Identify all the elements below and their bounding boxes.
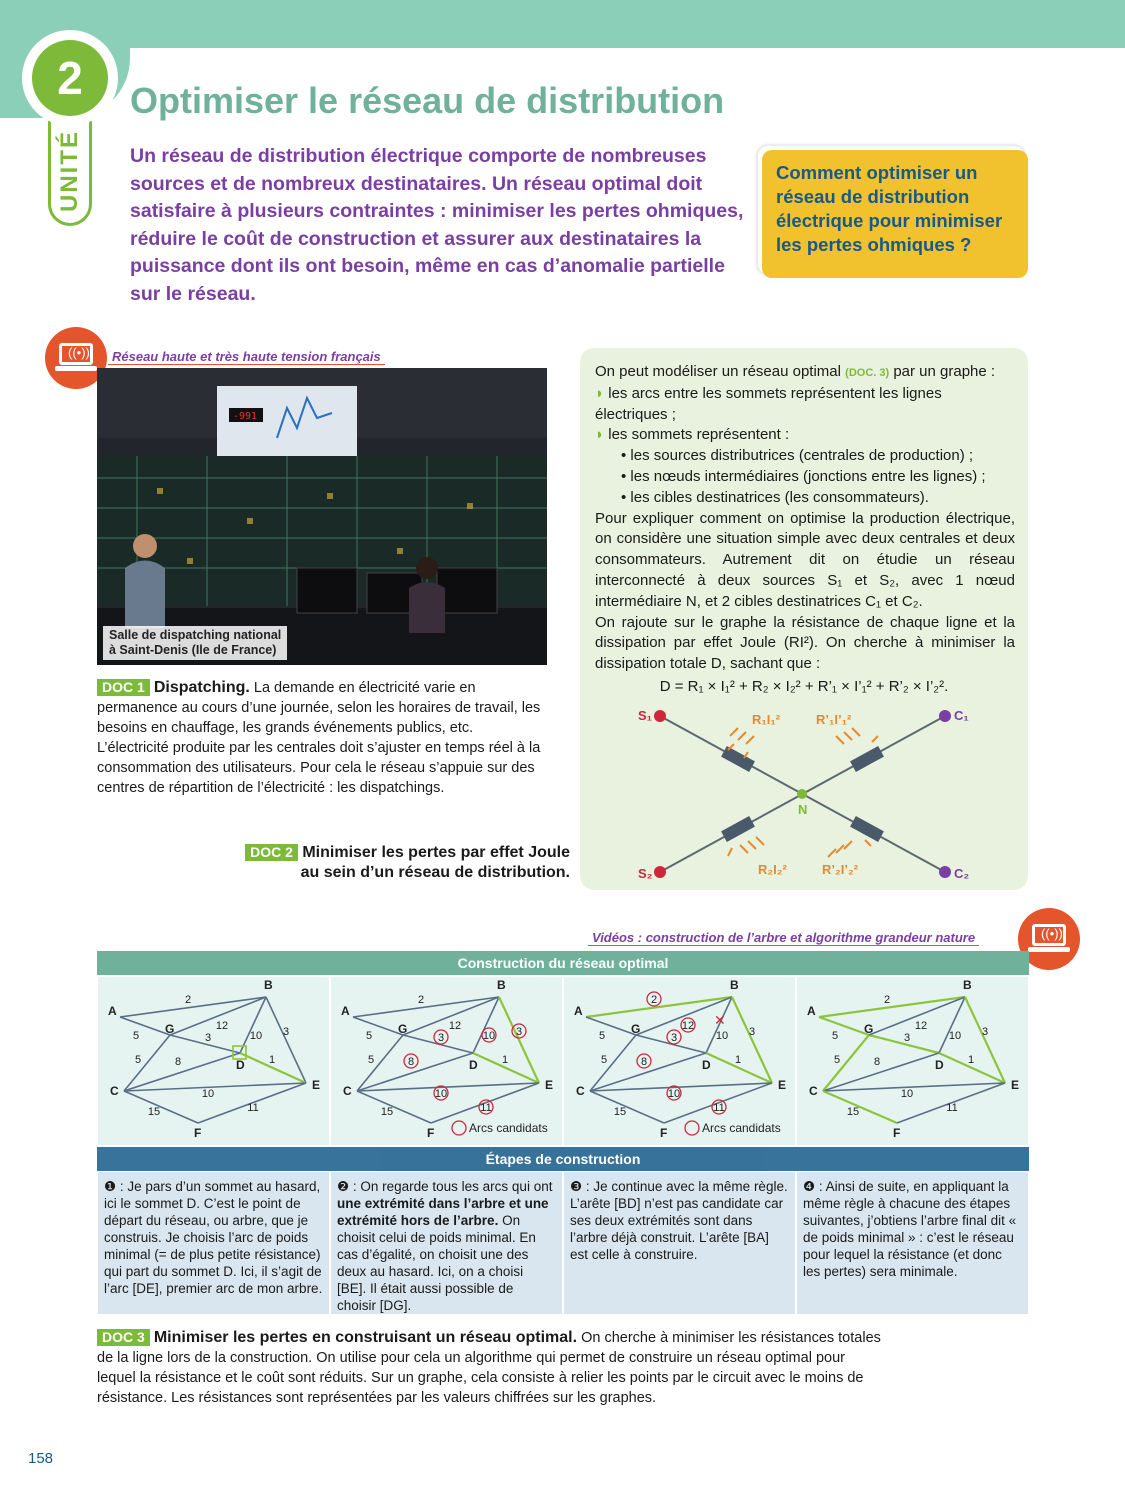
graph-edge-ag (586, 1017, 636, 1035)
graph-node-b: B (264, 978, 273, 992)
doc2-title-line2: au sein d’un réseau de distribution. (300, 864, 570, 881)
doc1-text (97, 678, 547, 798)
graph-node-d: D (469, 1058, 478, 1072)
doc3-body: On cherche à minimiser les résistances totales de la ligne lors de la construction. On utilise pour cela un algorithme qui permet de construire un réseau optimal pour lequel la résistance et le coût sont réduits. Sur un graphe, cela consiste à relier les points par le circuit avec le moins de résistance. Les résistances sont représentées par les valeurs chiffrées sur les graphes. (97, 1330, 881, 1406)
doc3-label: DOC 3 (97, 1329, 150, 1346)
graph-node-a: A (108, 1004, 117, 1018)
graph-edge-cd (124, 1053, 240, 1091)
edge-weight-cf: 15 (380, 1106, 394, 1118)
edge-weight-gb: 12 (914, 1020, 928, 1032)
edge-weight-fe: 11 (713, 1102, 725, 1114)
photo-caption (103, 626, 287, 660)
bullet-vertices: les sommets représentent : (608, 426, 790, 444)
graph-edge-gc (357, 1035, 403, 1091)
edge-weight-cd: 8 (873, 1056, 881, 1068)
step-4-text: ❹ : Ainsi de suite, en appliquant la même règle à chacune des étapes suivantes, j’obtiens l’arbre final dit « de poids minimal » : c’est le réseau pour lequel la résistance (et donc les pertes) sera minimale. (797, 1172, 1028, 1314)
video-link-tree[interactable]: Vidéos : construction de l’arbre et algorithme grandeur nature (588, 930, 979, 946)
graph-node-g: G (398, 1022, 408, 1036)
legend-candidates: Arcs candidats (702, 1121, 781, 1135)
graph-node-a: A (574, 1004, 583, 1018)
model-intro-b: par un graphe : (893, 363, 996, 380)
graph-edge-cd (823, 1053, 939, 1091)
edge-weight-ab: 2 (184, 994, 192, 1006)
graph-edge-ab (586, 997, 732, 1017)
step-3-text: ❸ : Je continue avec la même règle. L’arête [BD] n’est pas candidate car ses deux extrémités sont dans l’arbre déjà construit. L’arête [BA] est celle à construire. (564, 1172, 795, 1314)
joule-diagram (580, 700, 1028, 890)
unit-number: 2 (32, 40, 108, 116)
edge-weight-ag: 5 (831, 1030, 839, 1042)
graph-panel-2 (341, 978, 553, 1140)
edge-weight-gd: 3 (437, 1032, 445, 1044)
edge-weight-be: 3 (282, 1026, 290, 1038)
edge-weight-ce: 10 (667, 1088, 681, 1100)
graph-edge-ce (124, 1083, 306, 1091)
node-s1: S₁ (638, 708, 653, 723)
graph-node-c: C (343, 1084, 352, 1098)
step-1-text: ❶ : Je pars d’un sommet au hasard, ici le sommet D. C’est le point de départ du réseau, ou arbre, que je construis. Je choisis l’arc de poids minimal (= de plus petite résistance) qui part du sommet D. Ici, il s’agit de l’arc [DE], premier arc de mon arbre. (98, 1172, 329, 1314)
video-laptop-icon[interactable]: ((•)) (45, 327, 107, 389)
doc2-title-block (225, 843, 570, 883)
graph-edge-be (499, 997, 539, 1083)
page-number: 158 (28, 1450, 54, 1467)
edge-weight-bd: 10 (715, 1030, 729, 1042)
edge-weight-be: 3 (981, 1026, 989, 1038)
graph-node-b: B (730, 978, 739, 992)
video-link-network[interactable]: Réseau haute et très haute tension français (108, 349, 385, 365)
doc1-title: Dispatching. (153, 679, 250, 696)
graph-edge-ab (353, 997, 499, 1017)
doc3-text (97, 1328, 887, 1408)
graph-edge-ce (590, 1083, 772, 1091)
intro-text: Un réseau de distribution électrique comporte de nombreuses sources et de nombreux destinataires. Un réseau optimal doit satisfaire à plusieurs contraintes : minimiser les pertes ohmiques, réduire le coût de construction et assurer aux destinataires la puissance dont ils ont besoin, même en cas d’anomalie partielle sur le réseau. (130, 145, 744, 305)
doc1-label: DOC 1 (97, 679, 150, 696)
graph-node-d: D (236, 1058, 245, 1072)
graph-edge-ce (357, 1083, 539, 1091)
key-question: Comment optimiser un réseau de distribution électrique pour minimiser les pertes ohmiques ? (762, 150, 1028, 278)
graph-node-b: B (497, 978, 506, 992)
graph-edge-ag (120, 1017, 170, 1035)
edge-weight-gb: 12 (448, 1020, 462, 1032)
mst-graphs (98, 977, 1029, 1145)
graph-edge-be (732, 997, 772, 1083)
graph-node-f: F (194, 1126, 202, 1140)
node-n: N (798, 802, 808, 817)
dispatching-photo (97, 368, 547, 665)
graph-edge-ag (819, 1017, 869, 1035)
photo-caption-line1: Salle de dispatching national (109, 628, 282, 642)
edge-weight-ce: 10 (900, 1088, 914, 1100)
edge-weight-gc: 5 (367, 1054, 375, 1066)
edge-weight-ag: 5 (132, 1030, 140, 1042)
edge-weight-de: 1 (501, 1054, 509, 1066)
label-r1: R₁I₁² (752, 712, 781, 727)
edge-weight-be: 3 (748, 1026, 756, 1038)
edge-weight-ag: 5 (365, 1030, 373, 1042)
graph-edge-ab (819, 997, 965, 1017)
edge-weight-ce: 10 (201, 1088, 215, 1100)
edge-weight-bd: 10 (249, 1030, 263, 1042)
node-c1: C₁ (954, 708, 969, 723)
edge-weight-gc: 5 (134, 1054, 142, 1066)
edge-weight-bd: 10 (482, 1030, 496, 1042)
edge-weight-cd: 8 (174, 1056, 182, 1068)
graph-node-c: C (576, 1084, 585, 1098)
graph-edge-cd (590, 1053, 706, 1091)
graph-edge-ag (353, 1017, 403, 1035)
page-title: Optimiser le réseau de distribution (130, 80, 725, 121)
edge-weight-fe: 11 (247, 1102, 259, 1114)
model-box-text: On peut modéliser un réseau optimal (DOC. 3) par un graphe : ◗ les arcs entre les sommets représentent les lignes électriques ; ◗ les sommets représentent : • les sources distributrices (centrales de production) ; • les nœuds intermédiaires (jonctions entre les lignes) ; • les cibles destinatrices (les consommateurs). Pour expliquer comment on optimise la production électrique, on considère une situation simple avec deux centrales et deux consommateurs. Autrement dit on étudie un réseau interconnecté à deux sources S₁ et S₂, avec 1 nœud intermédiaire N, et 2 cibles destinatrices C₁ et C₂. On rajoute sur le graphe la résistance de chaque ligne et la dissipation par effet Joule (RI²). On cherche à minimiser la dissipation totale D, sachant que : (595, 362, 1015, 675)
edge-weight-gc: 5 (833, 1054, 841, 1066)
edge-weight-ce: 10 (434, 1088, 448, 1100)
step-2-c: On choisit celui de poids minimal. En cas d’égalité, on choisit une des deux au hasard. Ici, on a choisi [BE]. Il était aussi possible de choisir [DG]. (337, 1213, 536, 1313)
label-r2: R₂I₂² (758, 862, 787, 877)
graph-node-g: G (165, 1022, 175, 1036)
node-c2: C₂ (954, 866, 970, 881)
edge-weight-de: 1 (734, 1054, 742, 1066)
legend-candidates: Arcs candidats (469, 1121, 548, 1135)
steps-title: Étapes de construction (97, 1147, 1029, 1171)
graph-edge-cf (124, 1091, 198, 1123)
sub-targets: les cibles destinatrices (les consommateurs). (630, 488, 929, 506)
doc3-title: Minimiser les pertes en construisant un réseau optimal. (153, 1329, 578, 1346)
dissipation-formula: D = R₁ × I₁² + R₂ × I₂² + R’₁ × I’₁² + R’₂ × I’₂². (659, 678, 949, 695)
step-2-text (331, 1172, 562, 1314)
doc1-body: La demande en électricité varie en permanence au cours d’une journée, selon les horaires de travail, les besoins en chauffage, les grands événements publics, etc. L’électricité produite par les centrales doit s’ajuster en temps réel à la consommation des utilisateurs. Pour cela le réseau s’appuie sur des centres de répartition de l’électricité : les dispatchings. (97, 680, 541, 796)
bullet-arrow-icon: ◗ (595, 384, 605, 402)
top-band (0, 0, 1125, 48)
graph-node-e: E (1011, 1078, 1020, 1092)
step-2-a: ❷ : On regarde tous les arcs qui ont (337, 1179, 553, 1194)
step-2-b: une extrémité dans l’arbre et une extrémité hors de l’arbre. (337, 1196, 549, 1228)
edge-weight-ab: 2 (417, 994, 425, 1006)
label-rp1: R’₁I’₁² (816, 712, 852, 727)
model-para2: Pour expliquer comment on optimise la production électrique, on considère une situation simple avec deux centrales et deux consommateurs. Autrement dit on étudie un réseau interconnecté à deux sources S₁ et S₂, avec 1 nœud intermédiaire N, et 2 cibles destinatrices C₁ et C₂. (595, 509, 1015, 610)
bullet-arrow-icon: ◗ (595, 426, 605, 444)
graph-node-e: E (312, 1078, 321, 1092)
graph-node-c: C (110, 1084, 119, 1098)
graph-node-f: F (893, 1126, 901, 1140)
model-para3: On rajoute sur le graphe la résistance de chaque ligne et la dissipation par effet Joule (RI²). On cherche à minimiser la dissipation totale D, sachant que : (595, 613, 1015, 673)
legend-circle (452, 1121, 466, 1135)
edge-weight-gb: 12 (215, 1020, 229, 1032)
table-title: Construction du réseau optimal (97, 951, 1029, 975)
graph-node-b: B (963, 978, 972, 992)
graph-node-g: G (864, 1022, 874, 1036)
edge-weight-cf: 15 (147, 1106, 161, 1118)
graph-edge-be (266, 997, 306, 1083)
label-rp2: R’₂I’₂² (822, 862, 859, 877)
graph-panel-1 (108, 978, 320, 1140)
graph-node-d: D (935, 1058, 944, 1072)
graph-edge-cf (590, 1091, 664, 1123)
node-s2: S₂ (638, 866, 653, 881)
graph-edge-ce (823, 1083, 1005, 1091)
edge-weight-de: 1 (967, 1054, 975, 1066)
graph-edge-be (965, 997, 1005, 1083)
unit-tab (48, 118, 92, 226)
edge-weight-fe: 11 (480, 1102, 492, 1114)
edge-weight-gd: 3 (903, 1032, 911, 1044)
sub-nodes: les nœuds intermédiaires (jonctions entre les lignes) ; (630, 467, 986, 485)
edge-weight-ab: 2 (883, 994, 891, 1006)
graph-panel-3 (574, 978, 786, 1140)
monitor-readout: -991 (233, 411, 258, 422)
edge-weight-de: 1 (268, 1054, 276, 1066)
edge-weight-gc: 5 (600, 1054, 608, 1066)
graph-node-c: C (809, 1084, 818, 1098)
graph-node-e: E (545, 1078, 554, 1092)
graph-node-e: E (778, 1078, 787, 1092)
excluded-edge-icon: ✕ (714, 1012, 726, 1028)
unit-label: UNITÉ (56, 129, 83, 212)
edge-weight-ab: 2 (650, 994, 658, 1006)
edge-weight-cf: 15 (846, 1106, 860, 1118)
graph-edge-gc (124, 1035, 170, 1091)
edge-weight-gd: 3 (204, 1032, 212, 1044)
edge-weight-cd: 8 (640, 1056, 648, 1068)
graph-node-d: D (702, 1058, 711, 1072)
graph-edge-cf (823, 1091, 897, 1123)
edge-weight-gd: 3 (670, 1032, 678, 1044)
graph-edge-cf (357, 1091, 431, 1123)
graph-node-f: F (660, 1126, 668, 1140)
sub-sources: les sources distributrices (centrales de production) ; (630, 447, 974, 465)
legend-circle (685, 1121, 699, 1135)
edge-weight-cf: 15 (613, 1106, 627, 1118)
edge-weight-ag: 5 (598, 1030, 606, 1042)
video-laptop-icon[interactable]: ((•)) (1018, 908, 1080, 970)
graph-edge-cd (357, 1053, 473, 1091)
graph-node-g: G (631, 1022, 641, 1036)
bullet-arcs: les arcs entre les sommets représentent les lignes électriques ; (595, 384, 942, 423)
edge-weight-cd: 8 (407, 1056, 415, 1068)
graph-node-a: A (341, 1004, 350, 1018)
graph-edge-ab (120, 997, 266, 1017)
photo-caption-line2: à Saint-Denis (Ile de France) (109, 643, 277, 657)
edge-weight-bd: 10 (948, 1030, 962, 1042)
edge-weight-fe: 11 (946, 1102, 958, 1114)
doc2-label: DOC 2 (245, 844, 298, 861)
graph-node-f: F (427, 1126, 435, 1140)
graph-node-a: A (807, 1004, 816, 1018)
edge-weight-gb: 12 (681, 1020, 695, 1032)
doc3-reference[interactable]: (DOC. 3) (845, 367, 890, 379)
graph-edge-gc (823, 1035, 869, 1091)
model-intro-a: On peut modéliser un réseau optimal (595, 363, 841, 380)
graph-panel-4 (807, 978, 1019, 1140)
doc2-title-line1: Minimiser les pertes par effet Joule (302, 844, 570, 861)
edge-weight-be: 3 (515, 1026, 523, 1038)
graph-edge-gc (590, 1035, 636, 1091)
